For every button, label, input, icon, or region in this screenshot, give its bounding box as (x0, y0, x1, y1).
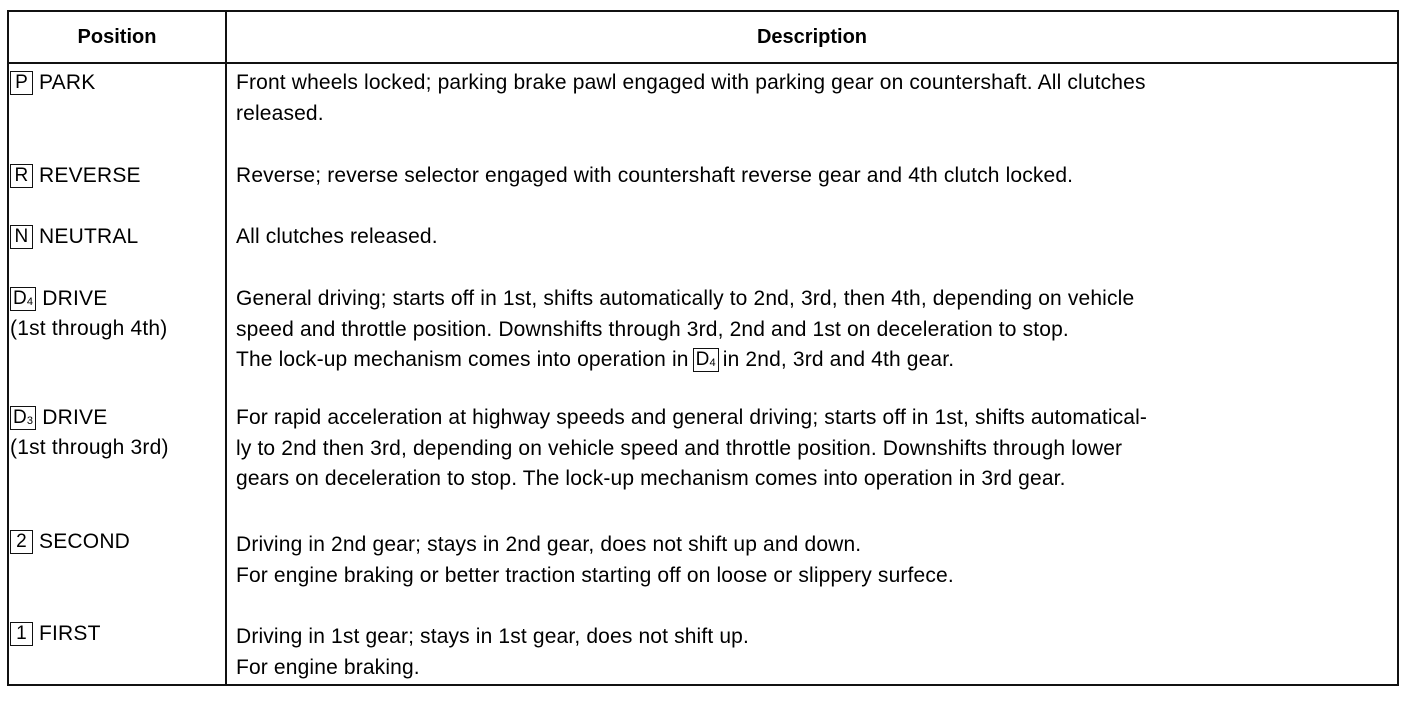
gear-label: NEUTRAL (39, 225, 139, 248)
table-row-park-description (236, 68, 1386, 129)
gear-range-label: (1st through 4th) (10, 317, 168, 340)
gear-symbol-box: 1 (10, 622, 33, 646)
table-row-reverse-description (236, 161, 1386, 192)
description-line: For rapid acceleration at highway speeds and general driving; starts off in 1st, shifts automatical- (236, 406, 1148, 429)
gear-symbol-box: $D_4$ (693, 348, 719, 372)
table-row-park-position (10, 68, 95, 98)
gear-label: REVERSE (39, 164, 141, 187)
table-row-drive-d4-position (10, 284, 168, 344)
table-row-reverse-position (10, 161, 141, 191)
description-line: Front wheels locked; parking brake pawl engaged with parking gear on countershaft. All clutches (236, 71, 1146, 94)
table-row-second-description (236, 530, 1386, 591)
gear-symbol-box: N (10, 225, 33, 249)
table-row-drive-d3-position (10, 403, 169, 463)
description-line: Driving in 2nd gear; stays in 2nd gear, does not shift up and down. (236, 533, 862, 556)
gear-symbol-box: R (10, 164, 33, 188)
table-row-first-position (10, 619, 101, 649)
description-line: released. (236, 101, 324, 125)
gear-symbol-box: $D_4$ (10, 287, 36, 311)
header-position: Position (9, 12, 227, 62)
description-line: Driving in 1st gear; stays in 1st gear, does not shift up. (236, 625, 749, 648)
gear-label: SECOND (39, 530, 131, 553)
description-line: All clutches released. (236, 225, 438, 248)
gear-label: DRIVE (42, 406, 108, 429)
description-line: Reverse; reverse selector engaged with countershaft reverse gear and 4th clutch locked. (236, 164, 1074, 187)
description-line: General driving; starts off in 1st, shifts automatically to 2nd, 3rd, then 4th, depending on vehicle (236, 287, 1135, 310)
gear-label: FIRST (39, 622, 101, 645)
gear-symbol-box: $D_3$ (10, 406, 36, 430)
description-line: speed and throttle position. Downshifts through 3rd, 2nd and 1st on deceleration to stop. (236, 317, 1069, 341)
gear-symbol-box: P (10, 71, 33, 95)
position-column (9, 64, 227, 684)
description-line: For engine braking. (236, 655, 420, 679)
table-row-drive-d3-description (236, 403, 1386, 495)
description-line: ly to 2nd then 3rd, depending on vehicle speed and throttle position. Downshifts through lower (236, 436, 1123, 460)
description-line: The lock-up mechanism comes into operation in $D_4$ in 2nd, 3rd and 4th gear. (236, 348, 955, 371)
gear-label: DRIVE (42, 287, 108, 310)
table-row-neutral-position (10, 222, 138, 252)
gear-range-label: (1st through 3rd) (10, 436, 169, 459)
table-row-first-description (236, 622, 1386, 683)
table-header-row (9, 12, 1397, 64)
description-line: gears on deceleration to stop. The lock-up mechanism comes into operation in 3rd gear. (236, 467, 1066, 490)
gear-label: PARK (39, 71, 96, 94)
table-row-neutral-description (236, 222, 1386, 253)
gear-symbol-box: 2 (10, 530, 33, 554)
description-line: For engine braking or better traction starting off on loose or slippery surfece. (236, 563, 954, 587)
table-row-second-position (10, 527, 130, 557)
table-row-drive-d4-description (236, 284, 1386, 376)
header-description: Description (756, 25, 868, 48)
